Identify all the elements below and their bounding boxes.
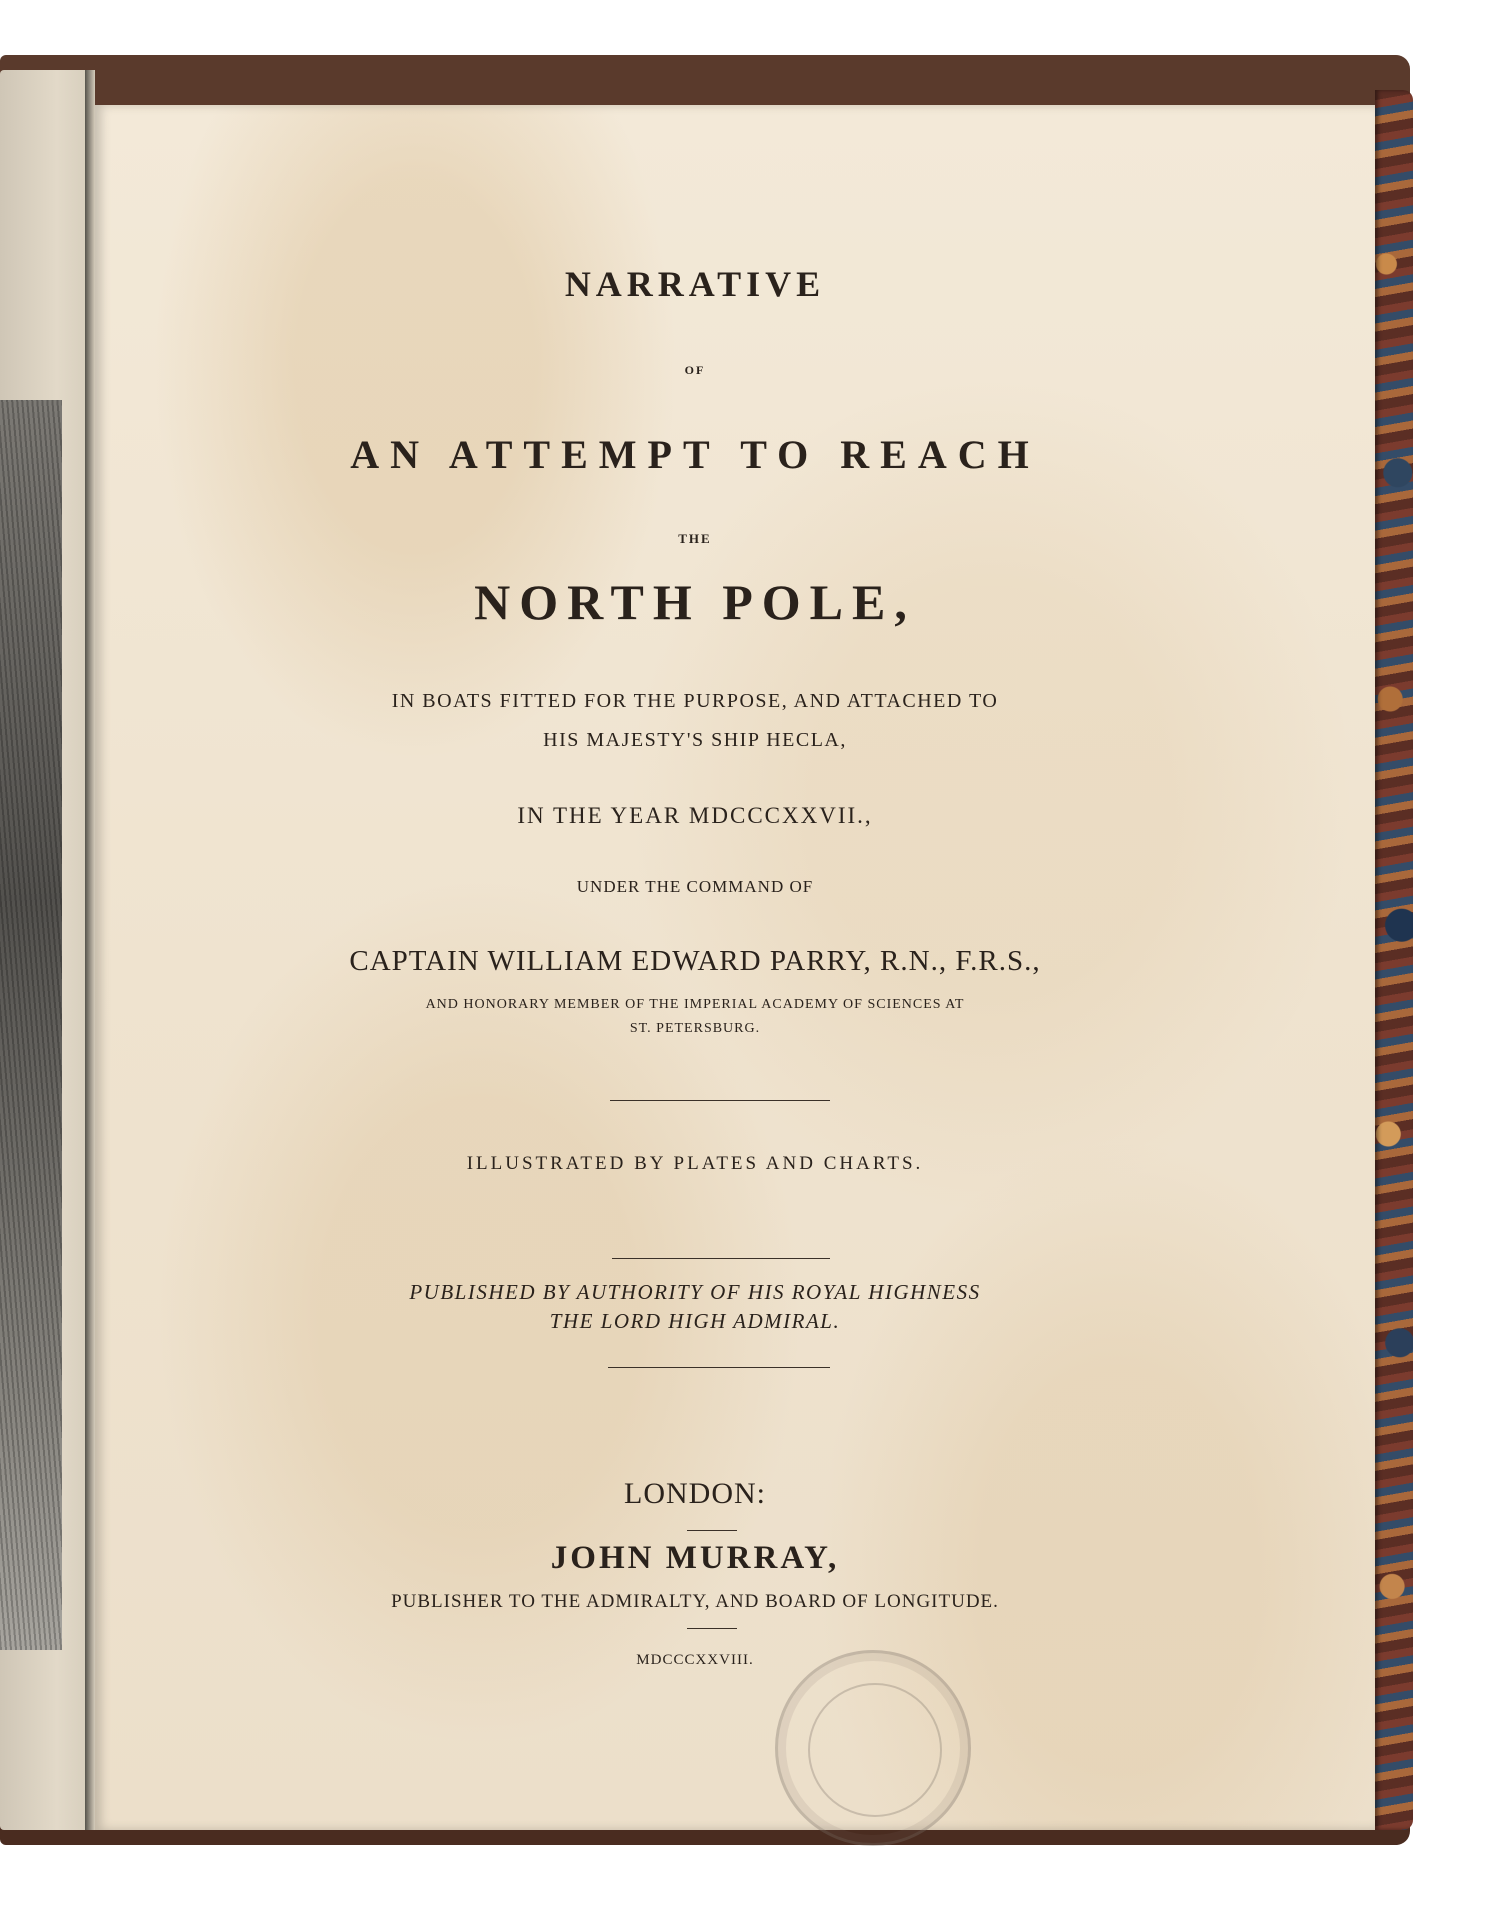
author-name: CAPTAIN WILLIAM EDWARD PARRY, R.N., F.R.S., (349, 945, 1041, 977)
subtitle-command: UNDER THE COMMAND OF (576, 877, 814, 896)
title-of: OF (684, 363, 706, 377)
library-stamp-inner (808, 1683, 942, 1817)
subtitle-year: IN THE YEAR MDCCCXXVII., (517, 803, 873, 828)
subtitle-hecla: HIS MAJESTY'S SHIP HECLA, (543, 729, 847, 751)
published-line-2: THE LORD HIGH ADMIRAL. (549, 1309, 841, 1333)
title-narrative: NARRATIVE (564, 264, 826, 304)
marbled-edge (1375, 90, 1413, 1830)
imprint-city: LONDON: (624, 1477, 766, 1510)
title-the: THE (678, 531, 712, 546)
divider-rule (687, 1628, 737, 1629)
published-line-1: PUBLISHED BY AUTHORITY OF HIS ROYAL HIGHNESS (409, 1280, 981, 1304)
divider-rule (687, 1530, 737, 1531)
imprint-publisher: JOHN MURRAY, (550, 1540, 840, 1576)
illustrated-line: ILLUSTRATED BY PLATES AND CHARTS. (466, 1153, 924, 1174)
divider-rule (608, 1367, 830, 1368)
spine-shadow (85, 70, 95, 1830)
subtitle-boats: IN BOATS FITTED FOR THE PURPOSE, AND ATTACHED TO (391, 690, 999, 712)
title-north-pole: NORTH POLE, (474, 574, 916, 630)
library-stamp (775, 1650, 971, 1846)
divider-rule (610, 1100, 830, 1101)
title-attempt: AN ATTEMPT TO REACH (350, 432, 1040, 477)
author-note-1: AND HONORARY MEMBER OF THE IMPERIAL ACADEMY OF SCIENCES AT (425, 997, 965, 1012)
imprint-publisher-note: PUBLISHER TO THE ADMIRALTY, AND BOARD OF LONGITUDE. (391, 1591, 999, 1612)
imprint-year: MDCCCXXVIII. (636, 1652, 754, 1668)
divider-rule (612, 1258, 830, 1259)
author-note-2: ST. PETERSBURG. (629, 1021, 761, 1036)
frontispiece-engraving (0, 400, 62, 1650)
title-page (95, 105, 1375, 1830)
